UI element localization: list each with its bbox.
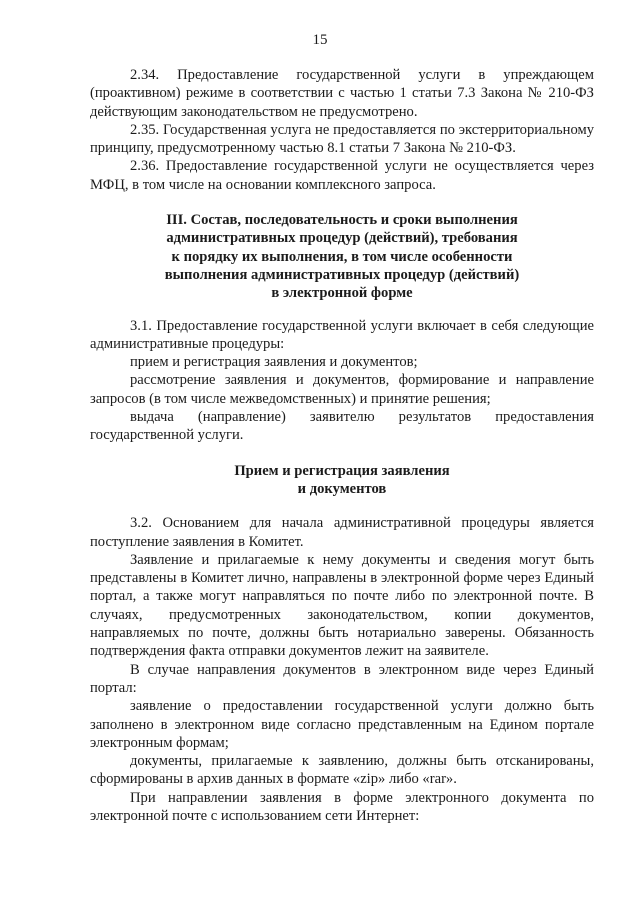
paragraph: документы, прилагаемые к заявлению, должны быть отсканированы, сформированы в архив данных в формате «zip» либо «rar». bbox=[90, 753, 594, 788]
paragraph-2-36: 2.36. Предоставление государственной услуги не осуществляется через МФЦ, в том числе на основании комплексного запроса. bbox=[90, 158, 594, 193]
section-heading bbox=[90, 211, 594, 302]
subsection-heading-line: Прием и регистрация заявления bbox=[234, 462, 450, 479]
section-heading-line: к порядку их выполнения, в том числе особенности bbox=[171, 248, 513, 265]
paragraph-3-2: 3.2. Основанием для начала административной процедуры является поступление заявления в Комитет. bbox=[90, 515, 594, 550]
paragraph-2-35: 2.35. Государственная услуга не предоставляется по экстерриториальному принципу, предусмотренному частью 8.1 статьи 7 Закона № 210-ФЗ. bbox=[90, 121, 594, 157]
subsection-heading-line: и документов bbox=[297, 480, 387, 497]
paragraph-3-1: 3.1. Предоставление государственной услуги включает в себя следующие административные процедуры: bbox=[90, 317, 594, 352]
section-heading-line: в электронной форме bbox=[271, 285, 413, 302]
document-body bbox=[90, 66, 594, 825]
list-item-procedure: рассмотрение заявления и документов, формирование и направление запросов (в том числе межведомственных) и принятие решения; bbox=[90, 372, 594, 407]
paragraph-2-34: 2.34. Предоставление государственной услуги в упреждающем (проактивном) режиме в соответствии с частью 1 статьи 7.3 Закона № 210-ФЗ действующим законодательством не предусмотрено. bbox=[90, 67, 594, 120]
list-item-procedure: прием и регистрация заявления и документов; bbox=[130, 354, 418, 371]
paragraph: При направлении заявления в форме электронного документа по электронной почте с использованием сети Интернет: bbox=[90, 789, 594, 824]
paragraph: В случае направления документов в электронном виде через Единый портал: bbox=[90, 661, 594, 696]
section-heading-line: III. Состав, последовательность и сроки выполнения bbox=[166, 212, 518, 229]
section-heading-line: административных процедур (действий), требования bbox=[166, 230, 518, 247]
paragraph: Заявление и прилагаемые к нему документы и сведения могут быть представлены в Комитет лично, направлены в электронной форме через Единый портал, а также могут направляться по почте либо по электронной почте. В случаях, предусмотренных законодательством, копии документов, направляемых по почте, должны быть нотариально заверены. Обязанность подтверждения факта отправки документов лежит на заявителе. bbox=[90, 551, 594, 660]
paragraph: заявление о предоставлении государственной услуги должно быть заполнено в электронном виде согласно представленным на Едином портале электронным формам; bbox=[90, 698, 594, 751]
page-number: 15 bbox=[312, 32, 328, 48]
list-item-procedure: выдача (направление) заявителю результатов предоставления государственной услуги. bbox=[90, 409, 594, 444]
section-heading-line: выполнения административных процедур (действий) bbox=[164, 266, 520, 283]
subsection-heading bbox=[90, 462, 594, 499]
